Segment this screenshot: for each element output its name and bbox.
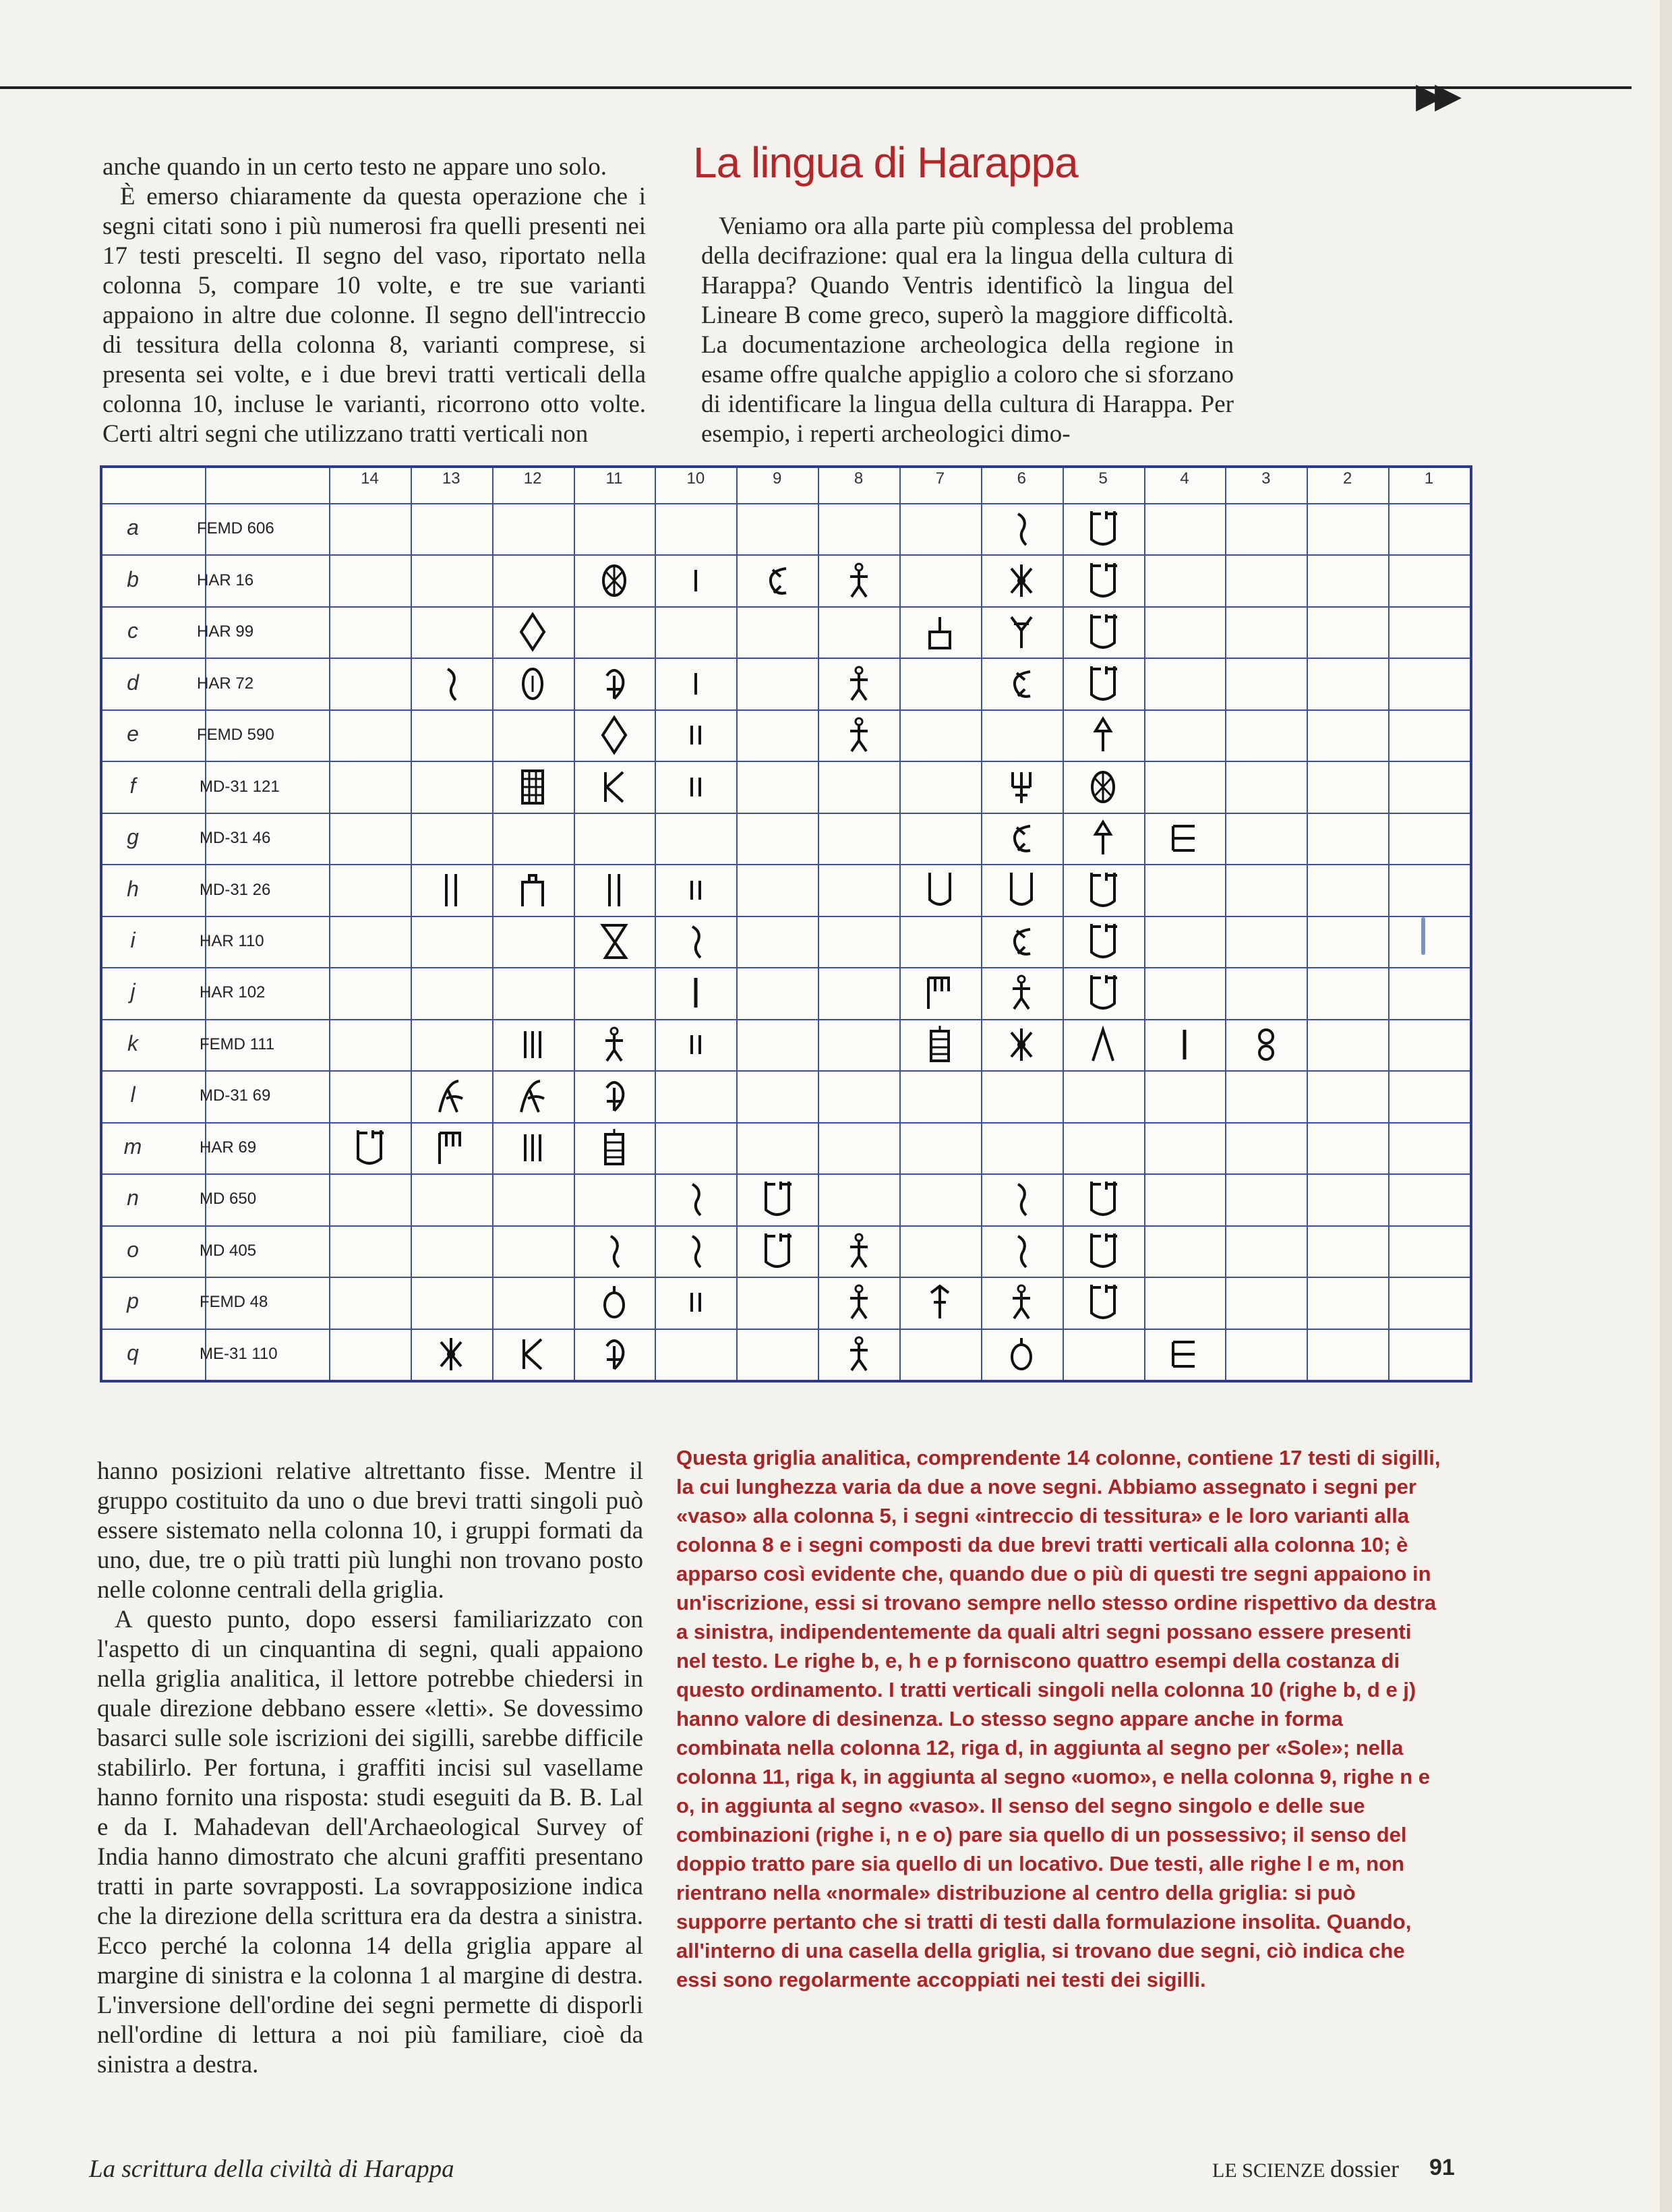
column-number: 4 (1180, 469, 1189, 488)
fish-sign-icon (591, 1330, 638, 1378)
grid-vline (492, 468, 494, 1380)
page-spine (1660, 0, 1672, 2212)
crab-sign-icon (591, 763, 638, 811)
row-seal-code: MD 650 (200, 1190, 257, 1209)
man-sign-icon (835, 1278, 883, 1327)
paren-sign-icon (998, 504, 1045, 553)
row-letter: o (127, 1237, 139, 1262)
grid-hline (102, 1070, 1470, 1072)
row-letter: l (130, 1082, 136, 1107)
grid-vline (736, 468, 738, 1380)
star-sign-icon (998, 1020, 1045, 1069)
paren-sign-icon (998, 1227, 1045, 1275)
ladder-sign-icon (591, 1124, 638, 1172)
grid-vline (655, 468, 656, 1380)
paren-sign-icon (427, 660, 475, 708)
jar-sign-icon (1079, 1227, 1127, 1275)
column-number: 2 (1343, 469, 1352, 488)
page-number: 91 (1429, 2155, 1455, 2180)
row-seal-code: FEMD 111 (200, 1035, 275, 1053)
row-letter: f (129, 773, 136, 798)
paren-sign-icon (591, 1227, 638, 1275)
two-sign-icon (427, 866, 475, 914)
magazine-brand (1212, 2155, 1399, 2183)
row-seal-code: FEMD 48 (200, 1293, 268, 1312)
grid-hline (102, 813, 1470, 814)
claw-sign-icon (998, 814, 1045, 863)
column-number: 12 (523, 469, 542, 488)
star-sign-icon (427, 1330, 475, 1378)
column-number: 14 (361, 469, 379, 488)
grid-vline (1225, 468, 1226, 1380)
row-seal-code: HAR 110 (200, 932, 264, 950)
dtick-sign-icon (672, 711, 719, 759)
grid-vline (1063, 468, 1064, 1380)
jar-sign-icon (754, 1227, 801, 1275)
column-number: 10 (686, 469, 705, 488)
three-sign-icon (509, 1020, 556, 1069)
jar-sign-icon (1079, 968, 1127, 1017)
row-seal-code: FEMD 590 (197, 726, 274, 745)
row-letter: e (127, 722, 139, 747)
wheel-sign-icon (591, 556, 638, 605)
analytic-grid (100, 465, 1472, 1382)
grid-vline (899, 468, 901, 1380)
grid-hline (102, 606, 1470, 608)
jar-sign-icon (1079, 917, 1127, 966)
grid-hline (102, 967, 1470, 968)
pepe-sign-icon (427, 1072, 475, 1120)
row-letter: g (127, 825, 139, 850)
fish-sign-icon (591, 660, 638, 708)
row-seal-code: HAR 99 (197, 622, 254, 641)
row-seal-code: MD 405 (200, 1241, 257, 1260)
claw-sign-icon (998, 917, 1045, 966)
column-number: 1 (1424, 469, 1434, 488)
stain-mark (1421, 917, 1425, 955)
dtick-sign-icon (672, 1278, 719, 1327)
column-number: 11 (605, 469, 623, 488)
ringvase-sign-icon (591, 1278, 638, 1327)
fish-sign-icon (591, 1072, 638, 1120)
tick-sign-icon (672, 556, 719, 605)
row-letter: d (127, 670, 139, 695)
row-seal-code: HAR 72 (197, 674, 254, 693)
two-sign-icon (591, 866, 638, 914)
man-sign-icon (835, 1227, 883, 1275)
jar-sign-icon (754, 1175, 801, 1223)
row-seal-code: ME-31 110 (200, 1344, 278, 1363)
right-column-top (701, 212, 1234, 449)
brand-name: LE SCIENZE (1212, 2159, 1325, 2182)
grid-hline (102, 864, 1470, 865)
row-letter: h (127, 876, 139, 901)
column-number: 9 (773, 469, 782, 488)
column-number: 3 (1261, 469, 1271, 488)
row-seal-code: MD-31 69 (200, 1086, 271, 1105)
grid-sign-icon (509, 763, 556, 811)
wheel-sign-icon (1079, 763, 1127, 811)
figure-caption (676, 1443, 1445, 1994)
jar2-sign-icon (998, 866, 1045, 914)
row-letter: j (130, 979, 136, 1004)
row-seal-code: MD-31 26 (200, 880, 271, 899)
left-column-top (102, 152, 646, 449)
brand-suffix: dossier (1330, 2155, 1399, 2182)
top-rule (0, 86, 1632, 89)
oval-sign-icon (509, 660, 556, 708)
lambda-sign-icon (1079, 1020, 1127, 1069)
jar-sign-icon (1079, 660, 1127, 708)
row-letter: b (127, 566, 139, 591)
row-letter: k (127, 1030, 138, 1055)
comb-sign-icon (1161, 1330, 1208, 1378)
dtick-sign-icon (672, 866, 719, 914)
column-number: 5 (1098, 469, 1108, 488)
row-seal-code: HAR 102 (200, 983, 266, 1002)
paragraph: hanno posizioni relative altrettanto fisse. Mentre il gruppo costituito da uno o due brevi tratti singoli può essere sistemato nella colonna 10, i gruppi formati da uno, due, tre o più tratti più lunghi non trovano posto nelle colonne centrali della griglia. (97, 1457, 643, 1604)
row-letter: p (127, 1289, 139, 1314)
column-number: 6 (1017, 469, 1026, 488)
hourglass-sign-icon (591, 917, 638, 966)
jar2-sign-icon (916, 866, 963, 914)
row-letter: m (123, 1134, 142, 1159)
column-number: 7 (935, 469, 945, 488)
row-letter: a (127, 515, 139, 540)
grid-hline (102, 1277, 1470, 1278)
ladder-sign-icon (916, 1020, 963, 1069)
dtick-sign-icon (672, 763, 719, 811)
man-sign-icon (835, 711, 883, 759)
rake-sign-icon (427, 1124, 475, 1172)
row-letter: n (127, 1186, 139, 1211)
paren-sign-icon (672, 1175, 719, 1223)
fork3-sign-icon (998, 763, 1045, 811)
paragraph: anche quando in un certo testo ne appare uno solo. (102, 153, 607, 181)
man-sign-icon (835, 1330, 883, 1378)
grid-hline (102, 709, 1470, 711)
diamond-sign-icon (591, 711, 638, 759)
grid-vline (411, 468, 412, 1380)
column-number: 13 (442, 469, 460, 488)
jar-sign-icon (1079, 1175, 1127, 1223)
box-sign-icon (916, 608, 963, 656)
crab-sign-icon (509, 1330, 556, 1378)
left-column-bottom (97, 1457, 643, 2080)
grid-vline (1144, 468, 1145, 1380)
continue-arrows-icon: ▶▶ (1416, 76, 1454, 116)
comb-sign-icon (1161, 814, 1208, 863)
row-seal-code: HAR 16 (197, 571, 254, 589)
three-sign-icon (509, 1124, 556, 1172)
paren-sign-icon (998, 1175, 1045, 1223)
pepe-sign-icon (509, 1072, 556, 1120)
caption-text: Questa griglia analitica, comprendente 14 colonne, contiene 17 testi di sigilli, la cui lunghezza varia da due a nove segni. Abbiamo assegnato i segni per «vaso» alla colonna 5, i segni «intreccio di tessitura» e le loro varianti alla colonna 8 e i segni composti da due brevi tratti verticali alla colonna 10; è apparso così evidente che, quando due o più di questi tre segni appaiono in un'iscrizione, essi si trovano sempre nello stesso ordine rispettivo da destra a sinistra, indipendentemente da quali altri segni possano essere presenti nel testo. Le righe b, e, h e p forniscono quattro esempi della costanza di questo ordinamento. I tratti verticali singoli nella colonna 10 (righe b, d e j) hanno valore di desinenza. Lo stesso segno appare anche in forma combinata nella colonna 12, riga d, in aggiunta al segno per «Sole»; nella colonna 11, riga k, in aggiunta al segno «uomo», e nella colonna 9, righe n e o, in aggiunta al segno «vaso». Il senso del segno singolo e delle sue combinazioni (righe i, n e o) pare sia quello di un possessivo; il senso del doppio tratto pare sia quello di un locativo. Due testi, alle righe l e m, non rientrano nella «normale» distribuzione al centro della griglia: si può supporre pertanto che si tratti di testi dalla formulazione insolita. Quando, all'interno di una casella della griglia, si trovano due segni, ciò indica che essi sono regolarmente accoppiati nei testi dei sigilli. (676, 1446, 1441, 1991)
jar-sign-icon (1079, 866, 1127, 914)
row-letter: q (127, 1340, 139, 1365)
row-seal-code: MD-31 46 (200, 829, 271, 848)
man-sign-icon (835, 660, 883, 708)
man-sign-icon (998, 1278, 1045, 1327)
running-footer: La scrittura della civiltà di Harappa (89, 2155, 454, 2183)
ringvase-sign-icon (998, 1330, 1045, 1378)
arrow-sign-icon (1079, 814, 1127, 863)
jar-sign-icon (1079, 504, 1127, 553)
man-sign-icon (998, 968, 1045, 1017)
row-seal-code: FEMD 606 (197, 519, 274, 538)
star-sign-icon (998, 556, 1045, 605)
grid-hline (102, 916, 1470, 917)
grid-hline (102, 658, 1470, 659)
grid-vline (1388, 468, 1390, 1380)
row-letter: c (127, 618, 138, 643)
man-sign-icon (835, 556, 883, 605)
row-letter: i (130, 928, 136, 952)
yfork-sign-icon (998, 608, 1045, 656)
row-seal-code: HAR 69 (200, 1138, 257, 1157)
claw-sign-icon (754, 556, 801, 605)
grid-hline (102, 503, 1470, 504)
grid-vline (981, 468, 982, 1380)
dtick-sign-icon (672, 1020, 719, 1069)
jar-sign-icon (346, 1124, 393, 1172)
column-number: 8 (854, 469, 864, 488)
rake-sign-icon (916, 968, 963, 1017)
paragraph: A questo punto, dopo essersi familiarizzato con l'aspetto di un cinquantina di segni, quali appaiono nella griglia analitica, il lettore potrebbe chiedersi in quale direzione debbano essere «letti». Se dovessimo basarci sulle sole iscrizioni dei sigilli, sarebbe difficile stabilirlo. Per fortuna, i graffiti incisi sul vasellame hanno fornito una risposta: studi eseguiti da B. B. Lal e da I. Mahadevan dell'Archaeological Survey of India hanno dimostrato che alcuni graffiti presentano tratti in parte sovrapposti. La sovrapposizione indica che la direzione della scrittura era da destra a sinistra. Ecco perché la colonna 14 della griglia appare al margine di sinistra e la colonna 1 al margine di destra. L'inversione dell'ordine dei segni permette di disporli nell'ordine di lettura a noi più familiare, cioè da sinistra a destra. (97, 1606, 643, 2078)
jar-sign-icon (1079, 556, 1127, 605)
grid-vline (818, 468, 819, 1380)
claw-sign-icon (998, 660, 1045, 708)
arch-sign-icon (509, 866, 556, 914)
paren-sign-icon (672, 917, 719, 966)
arrow-sign-icon (1079, 711, 1127, 759)
paren-sign-icon (672, 1227, 719, 1275)
paragraph: È emerso chiaramente da questa operazione che i segni citati sono i più numerosi fra quelli presenti nei 17 testi prescelti. Il segno del vaso, riportato nella colonna 5, compare 10 volte, e tre sue varianti appaiono in altre due colonne. Il segno dell'intreccio di tessitura della colonna 8, varianti comprese, si presenta sei volte, e i due brevi tratti verticali della colonna 10, incluse le varianti, ricorrono otto volte. Certi altri segni che utilizzano tratti verticali non (102, 183, 646, 448)
grid-vline (1307, 468, 1308, 1380)
diamond-sign-icon (509, 608, 556, 656)
grid-vline (574, 468, 575, 1380)
single-sign-icon (672, 968, 719, 1017)
spear-sign-icon (916, 1278, 963, 1327)
grid-hline (102, 1122, 1470, 1124)
jar-sign-icon (1079, 1278, 1127, 1327)
figure8-sign-icon (1243, 1020, 1290, 1069)
single-sign-icon (1161, 1020, 1208, 1069)
tick-sign-icon (672, 660, 719, 708)
jar-sign-icon (1079, 608, 1127, 656)
section-title: La lingua di Harappa (693, 138, 1078, 187)
row-seal-code: MD-31 121 (200, 777, 280, 796)
paragraph: Veniamo ora alla parte più complessa del problema della decifrazione: qual era la lingua della cultura di Harappa? Quando Ventris identificò la lingua del Lineare B come greco, superò la maggiore difficoltà. La documentazione archeologica della regione in esame offre qualche appiglio a coloro che si sforzano di identificare la lingua della cultura di Harappa. Per esempio, i reperti archeologici dimo- (701, 212, 1234, 448)
grid-hline (102, 1329, 1470, 1330)
grid-hline (102, 761, 1470, 762)
man-sign-icon (591, 1020, 638, 1069)
